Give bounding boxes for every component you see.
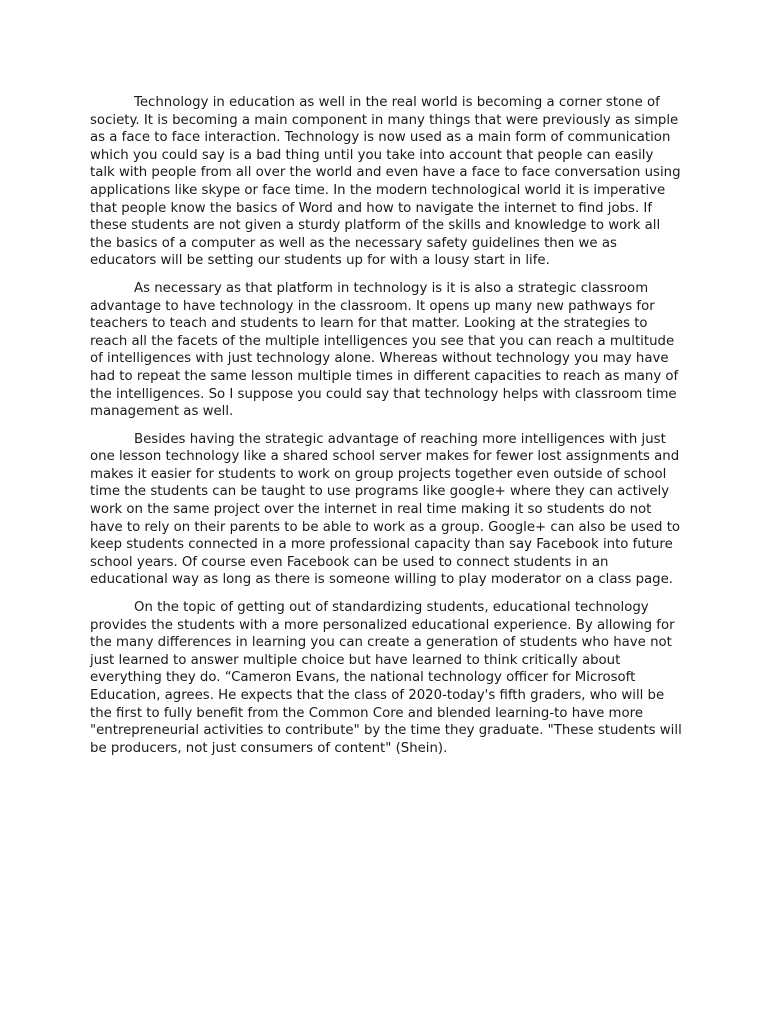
paragraph-2: As necessary as that platform in technology is it is also a strategic classroom advantage to have technology in the classroom. It opens up many new pathways for teachers to teach and students to learn for that matter. Looking at the strategies to reach all the facets of the multiple intelligences you see that you can reach a multitude of intelligences with just technology alone. Whereas without technology you may have had to repeat the same lesson multiple times in different capacities to reach as many of the intelligences. So I suppose you could say that technology helps with classroom time management as well. (90, 280, 679, 420)
paragraph-3: Besides having the strategic advantage of reaching more intelligences with just one lesson technology like a shared school server makes for fewer lost assignments and makes it easier for students to work on group projects together even outside of school time the students can be taught to use programs like google+ where they can actively work on the same project over the internet in real time making it so students do not have to rely on their parents to be able to work as a group. Google+ can also be used to keep students connected in a more professional capacity than say Facebook into future school years. Of course even Facebook can be used to connect students in an educational way as long as there is someone willing to play moderator on a class page. (90, 431, 681, 588)
paragraph-1: Technology in education as well in the real world is becoming a corner stone of society. It is becoming a main component in many things that were previously as simple as a face to face interaction. Technology is now used as a main form of communication which you could say is a bad thing until you take into account that people can easily talk with people from all over the world and even have a face to face conversation using applications like skype or face time. In the modern technological world it is imperative that people know the basics of Word and how to navigate the internet to find jobs. If these students are not given a sturdy platform of the skills and knowledge to work all the basics of a computer as well as the necessary safety guidelines then we as educators will be setting our students up for with a lousy start in life. (90, 95, 681, 269)
paragraph-4: On the topic of getting out of standardizing students, educational technology provides the students with a more personalized educational experience. By allowing for the many differences in learning you can create a generation of students who have not just learned to answer multiple choice but have learned to think critically about everything they do. “Cameron Evans, the national technology officer for Microsoft Education, agrees. He expects that the class of 2020-today's fifth graders, who will be the first to fully benefit from the Common Core and blended learning-to have more "entrepreneurial activities to contribute" by the time they graduate. "These students will be producers, not just consumers of content" (Shein). (90, 600, 682, 756)
document-page (90, 94, 682, 767)
